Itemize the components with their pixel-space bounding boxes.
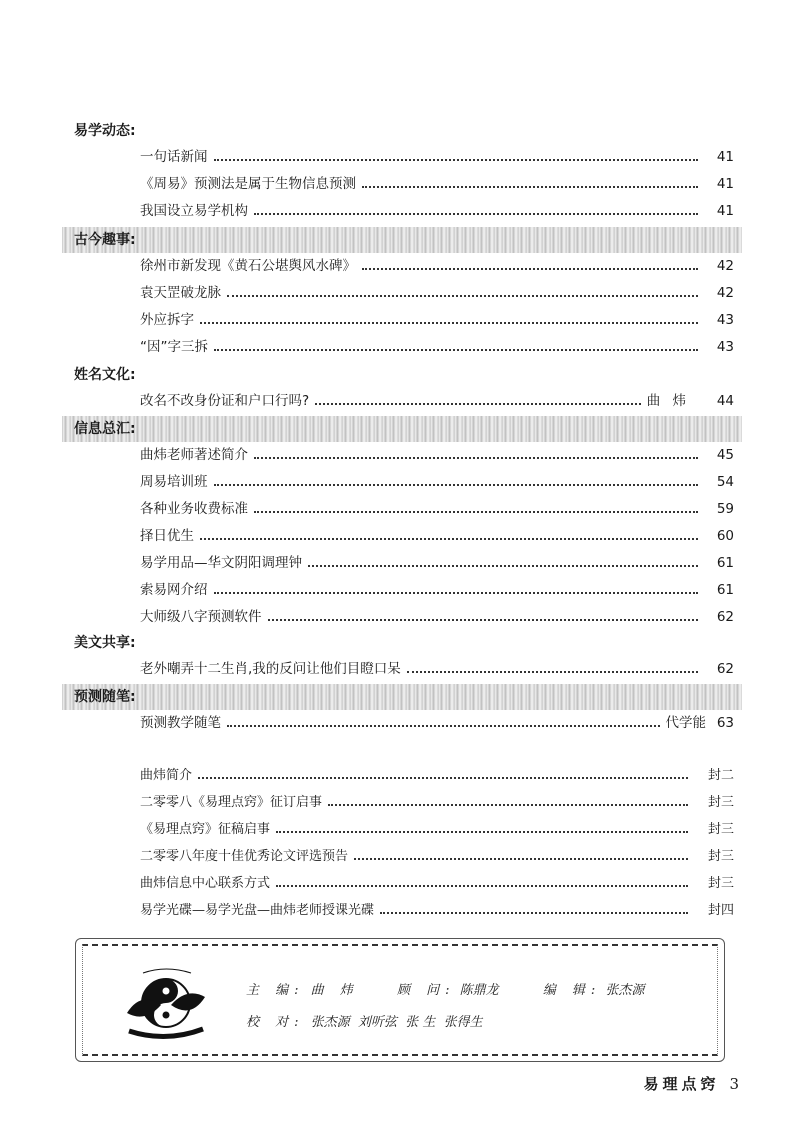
entry-title: 索易网介绍: [140, 582, 208, 598]
entry-title: 曲炜简介: [140, 768, 193, 783]
section-title: 古今趣事:: [62, 227, 742, 253]
proof-label: 校 对:: [246, 1015, 305, 1030]
dot-leader: [214, 158, 699, 161]
entry-title: 《易理点窍》征稿启事: [140, 822, 271, 837]
entry-title: 改名不改身份证和户口行吗?: [140, 393, 310, 409]
entry-title: 易学光碟—易学光盘—曲炜老师授课光碟: [140, 903, 375, 918]
entry-page: 封三: [707, 795, 734, 810]
entry-page: 54: [716, 474, 734, 490]
dot-leader: [214, 483, 699, 486]
entry-page: 封三: [707, 849, 734, 864]
entry-title: 老外嘲弄十二生肖,我的反问让他们目瞪口呆: [140, 661, 401, 677]
credits-box: [75, 938, 725, 1062]
editing-label: 编 辑:: [542, 983, 602, 998]
entry-title: “因”字三拆: [140, 339, 208, 355]
entry-title: 大师级八字预测软件: [140, 609, 262, 625]
toc-entry[interactable]: [140, 870, 734, 897]
dot-leader: [308, 564, 698, 567]
entry-title: 预测教学随笔: [140, 715, 221, 731]
dot-leader: [380, 911, 688, 914]
entry-page: 42: [716, 285, 734, 301]
entry-page: 59: [716, 501, 734, 517]
entry-page: 封三: [707, 822, 734, 837]
dot-leader: [227, 724, 660, 727]
entry-title: 二零零八《易理点窍》征订启事: [140, 795, 323, 810]
toc-entry[interactable]: [140, 253, 734, 280]
credits-line-2: [246, 1011, 483, 1030]
editing-name: 张杰源: [605, 983, 645, 998]
toc-entry[interactable]: [140, 897, 734, 924]
toc-entry[interactable]: [140, 198, 734, 225]
toc-entry[interactable]: [140, 469, 734, 496]
dot-leader: [200, 537, 698, 540]
entry-page: 43: [716, 339, 734, 355]
dot-leader: [268, 618, 699, 621]
entry-page: 63: [716, 715, 734, 731]
section-news: [74, 118, 734, 225]
dot-leader: [362, 185, 698, 188]
dot-leader: [227, 294, 698, 297]
entry-author: 代学能: [665, 715, 706, 731]
entry-title: 曲炜信息中心联系方式: [140, 876, 271, 891]
dot-leader: [214, 348, 698, 351]
section-cover-entries: [74, 762, 734, 924]
section-notes: [74, 684, 734, 737]
section-title: 易学动态:: [74, 123, 136, 139]
toc-entry[interactable]: [140, 334, 734, 361]
entry-title: 外应拆字: [140, 312, 194, 328]
entry-page: 62: [716, 609, 734, 625]
dot-leader: [254, 456, 698, 459]
toc-entry[interactable]: [140, 171, 734, 198]
entry-title: 各种业务收费标准: [140, 501, 248, 517]
entry-page: 封三: [707, 876, 734, 891]
entry-page: 43: [716, 312, 734, 328]
toc-entry[interactable]: [140, 307, 734, 334]
entry-page: 41: [716, 176, 734, 192]
entry-author: 曲 炜: [646, 393, 690, 409]
toc-entry[interactable]: [140, 656, 734, 683]
entry-page: 42: [716, 258, 734, 274]
dot-leader: [407, 670, 698, 673]
entry-title: 择日优生: [140, 528, 194, 544]
entry-page: 封四: [707, 903, 734, 918]
entry-title: 二零零八年度十佳优秀论文评选预告: [140, 849, 349, 864]
dot-leader: [200, 321, 698, 324]
page-number: 3: [729, 1075, 739, 1093]
dot-leader: [354, 857, 688, 860]
section-title: 美文共享:: [74, 635, 136, 651]
toc-entry[interactable]: [140, 816, 734, 843]
dot-leader: [276, 830, 688, 833]
entry-title: 《周易》预测法是属于生物信息预测: [140, 176, 356, 192]
section-title: 预测随笔:: [62, 684, 742, 710]
dot-leader: [254, 212, 698, 215]
dot-leader: [214, 591, 699, 594]
dot-leader: [254, 510, 698, 513]
section-essays: [74, 630, 734, 683]
toc-entry[interactable]: [140, 280, 734, 307]
entry-title: 一句话新闻: [140, 149, 208, 165]
entry-page: 41: [716, 203, 734, 219]
entry-page: 44: [716, 393, 734, 409]
entry-page: 封二: [707, 768, 734, 783]
toc-entry[interactable]: [140, 577, 734, 604]
entry-title: 易学用品—华文阴阳调理钟: [140, 555, 302, 571]
dot-leader: [362, 267, 698, 270]
section-title: 姓名文化:: [74, 367, 136, 383]
entry-title: 周易培训班: [140, 474, 208, 490]
advisor-label: 顾 问:: [396, 983, 456, 998]
toc-entry[interactable]: [140, 789, 734, 816]
toc-entry[interactable]: [140, 388, 734, 415]
dot-leader: [328, 803, 688, 806]
toc-entry[interactable]: [140, 550, 734, 577]
section-title: 信息总汇:: [62, 416, 742, 442]
page-footer: [643, 1073, 739, 1094]
entry-page: 45: [716, 447, 734, 463]
toc-entry[interactable]: [140, 710, 734, 737]
entry-title: 袁天罡破龙脉: [140, 285, 221, 301]
toc-entry[interactable]: [140, 496, 734, 523]
toc-entry[interactable]: [140, 144, 734, 171]
yin-yang-fish-logo-icon: [121, 961, 211, 1043]
toc-entry[interactable]: [140, 442, 734, 469]
entry-page: 61: [716, 555, 734, 571]
credits-line-1: [246, 979, 644, 998]
section-info: [74, 416, 734, 631]
entry-page: 62: [716, 661, 734, 677]
toc-entry[interactable]: [140, 843, 734, 870]
editor-label: 主 编:: [246, 983, 305, 998]
entry-page: 61: [716, 582, 734, 598]
entry-page: 41: [716, 149, 734, 165]
toc-entry[interactable]: [140, 762, 734, 789]
journal-name: 易理点窍: [643, 1075, 720, 1093]
entry-title: 徐州市新发现《黄石公堪舆风水碑》: [140, 258, 356, 274]
editor-name: 曲 炜: [310, 983, 359, 998]
section-names: [74, 362, 734, 415]
section-anecdotes: [74, 227, 734, 361]
entry-title: 曲炜老师著述简介: [140, 447, 248, 463]
toc-entry[interactable]: [140, 604, 734, 631]
proof-names: 张杰源 刘听弦 张 生 张得生: [310, 1015, 483, 1030]
dot-leader: [198, 776, 688, 779]
toc-entry[interactable]: [140, 523, 734, 550]
entry-page: 60: [716, 528, 734, 544]
dot-leader: [315, 402, 641, 405]
dot-leader: [276, 884, 688, 887]
entry-title: 我国设立易学机构: [140, 203, 248, 219]
advisor-name: 陈鼎龙: [459, 983, 499, 998]
